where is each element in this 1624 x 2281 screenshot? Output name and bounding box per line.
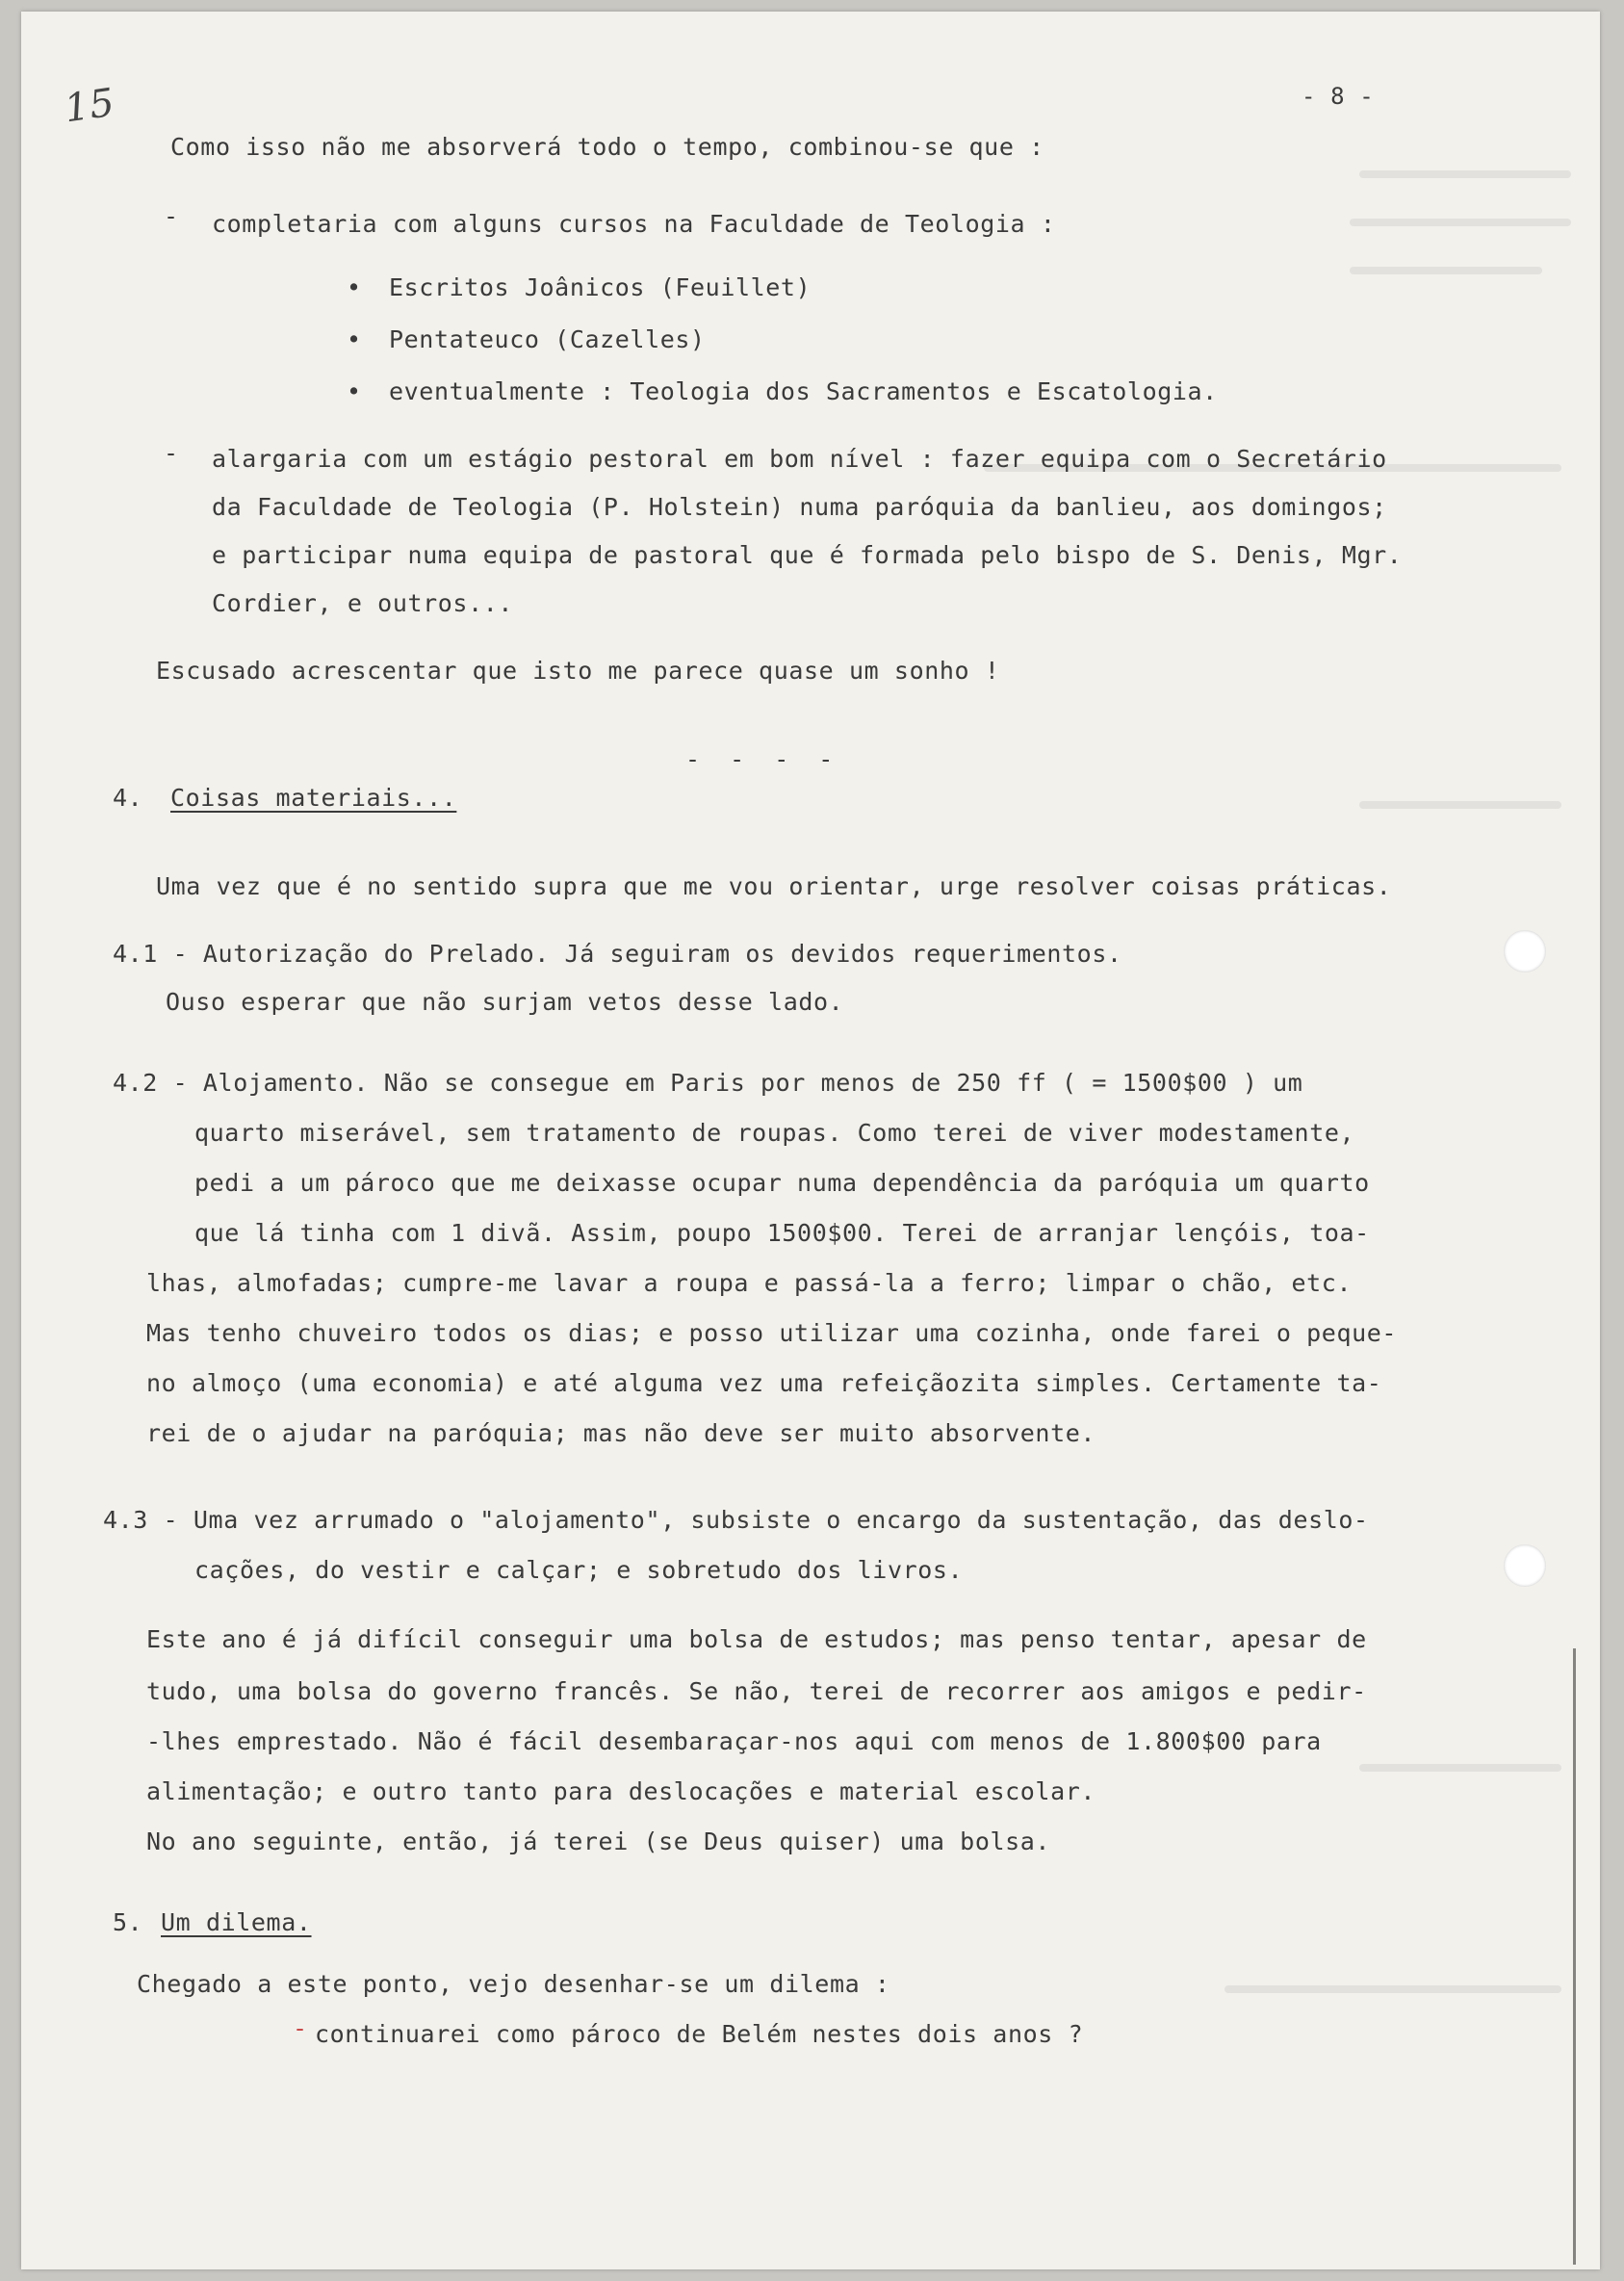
section-4-3-line-6: alimentação; e outro tanto para deslocações e material escolar. [146, 1777, 1096, 1805]
escusado-line: Escusado acrescentar que isto me parece quase um sonho ! [156, 657, 1000, 685]
course-item-3: eventualmente : Teologia dos Sacramentos e Escatologia. [389, 377, 1218, 405]
intro-line: Como isso não me absorverá todo o tempo, combinou-se que : [170, 133, 1044, 161]
list-dash: - [164, 439, 179, 467]
section-4-2-line-8: rei de o ajudar na paróquia; mas não deve ser muito absorvente. [146, 1419, 1096, 1447]
section-5-item: continuarei como pároco de Belém nestes dois anos ? [315, 2020, 1084, 2048]
estagio-line-3: e participar numa equipa de pastoral que é formada pelo bispo de S. Denis, Mgr. [212, 541, 1403, 569]
section-4-3-line-1: 4.3 - Uma vez arrumado o "alojamento", subsiste o encargo da sustentação, das deslo- [103, 1506, 1369, 1534]
bullet-icon: • [347, 377, 362, 405]
estagio-line-1: alargaria com um estágio pestoral em bom nível : fazer equipa com o Secretário [212, 445, 1387, 473]
section-4-3-line-7: No ano seguinte, então, já terei (se Deus quiser) uma bolsa. [146, 1827, 1051, 1855]
section-4-intro: Uma vez que é no sentido supra que me vou orientar, urge resolver coisas práticas. [156, 872, 1392, 900]
section-4-3-line-4: tudo, uma bolsa do governo francês. Se não, terei de recorrer aos amigos e pedir- [146, 1677, 1367, 1705]
section-5-intro: Chegado a este ponto, vejo desenhar-se um dilema : [137, 1970, 890, 1998]
course-item-2: Pentateuco (Cazelles) [389, 325, 706, 353]
bleed-through-mark [1224, 1985, 1561, 1993]
section-4-2-line-5: lhas, almofadas; cumpre-me lavar a roupa e passá-la a ferro; limpar o chão, etc. [146, 1269, 1353, 1297]
bleed-through-mark [1350, 219, 1571, 226]
red-dash-mark: - [293, 2014, 308, 2042]
section-4-3-line-3: Este ano é já difícil conseguir uma bolsa de estudos; mas penso tentar, apesar de [146, 1625, 1367, 1653]
section-5-number: 5. [113, 1908, 143, 1936]
bleed-through-mark [1359, 1764, 1561, 1772]
bleed-through-mark [1359, 170, 1571, 178]
section-5-title: Um dilema. [161, 1908, 312, 1936]
bullet-icon: • [347, 325, 362, 353]
estagio-line-2: da Faculdade de Teologia (P. Holstein) numa paróquia da banlieu, aos domingos; [212, 493, 1387, 521]
section-4-number: 4. [113, 784, 143, 812]
page-number: - 8 - [1302, 83, 1375, 110]
section-4-1-line-2: Ouso esperar que não surjam vetos desse lado. [166, 988, 844, 1016]
estagio-line-4: Cordier, e outros... [212, 589, 514, 617]
cursos-line: completaria com alguns cursos na Faculdade de Teologia : [212, 210, 1056, 238]
section-4-2-line-3: pedi a um pároco que me deixasse ocupar numa dependência da paróquia um quarto [194, 1169, 1370, 1197]
punch-hole [1504, 1544, 1546, 1587]
list-dash: - [164, 202, 179, 230]
section-4-2-line-6: Mas tenho chuveiro todos os dias; e posso utilizar uma cozinha, onde farei o peque- [146, 1319, 1398, 1347]
section-4-3-line-5: -lhes emprestado. Não é fácil desembaraçar-nos aqui com menos de 1.800$00 para [146, 1727, 1322, 1755]
section-4-title: Coisas materiais... [170, 784, 457, 812]
section-4-3-line-2: cações, do vestir e calçar; e sobretudo dos livros. [194, 1556, 964, 1584]
section-4-2-line-1: 4.2 - Alojamento. Não se consegue em Paris por menos de 250 ff ( = 1500$00 ) um [113, 1069, 1303, 1097]
bleed-through-mark [1350, 267, 1542, 274]
course-item-1: Escritos Joânicos (Feuillet) [389, 273, 812, 301]
punch-hole [1504, 930, 1546, 972]
handwritten-page-mark: 15 [62, 80, 118, 132]
bullet-icon: • [347, 273, 362, 301]
bleed-through-mark [1359, 801, 1561, 809]
section-separator: - - - - [685, 745, 841, 773]
page-edge-line [1573, 1648, 1576, 2265]
section-4-1-line-1: 4.1 - Autorização do Prelado. Já seguiram os devidos requerimentos. [113, 940, 1122, 968]
document-page [21, 12, 1600, 2269]
section-4-2-line-4: que lá tinha com 1 divã. Assim, poupo 1500$00. Terei de arranjar lençóis, toa- [194, 1219, 1370, 1247]
section-4-2-line-2: quarto miserável, sem tratamento de roupas. Como terei de viver modestamente, [194, 1119, 1355, 1147]
section-4-2-line-7: no almoço (uma economia) e até alguma vez uma refeiçãozita simples. Certamente ta- [146, 1369, 1382, 1397]
